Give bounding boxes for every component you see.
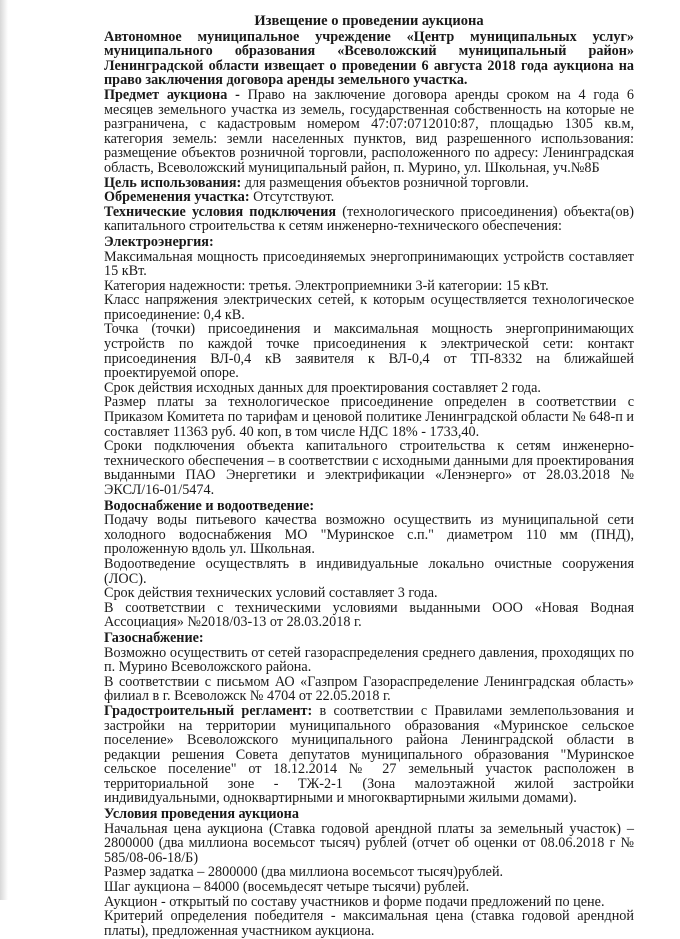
gas-heading: Газоснабжение:: [104, 629, 204, 646]
gas-letter: В соответствии с письмом АО «Газпром Газораспределение Ленинградская область» филиал в г. Всеволожск № 4704 от 22.05.2018 г.: [104, 673, 634, 705]
tech-label: Технические условия подключения: [104, 203, 337, 220]
subject-label: Предмет аукциона -: [104, 86, 240, 103]
electro-heading: Электроэнергия:: [104, 233, 214, 250]
conditions-heading: Условия проведения аукциона: [104, 806, 299, 823]
electro-voltage: Класс напряжения электрических сетей, к которым осуществляется технологическое присоединение: 0,4 кВ.: [104, 292, 634, 323]
intro-paragraph: Автономное муниципальное учреждение «Центр муниципальных услуг» муниципального образования «Всеволожский муниципальный район» Ленинградской области извещает о проведении 6 августа 2018 года аукциона на право заключения договора аренды земельного участка.: [104, 28, 634, 89]
electro-fee: Размер платы за технологическое присоединение определен в соответствии с Приказом Комитета по тарифам и ценовой политике Ленинградской области № 648-п и составляет 11363 руб. 40 коп, в том числе НДС 18% - 1733,40.: [104, 394, 634, 440]
conditions-start-price: Начальная цена аукциона (Ставка годовой арендной платы за земельный участок) – 2800000 (два миллиона восемьсот тысяч) рублей (отчет об оценки от 08.06.2018 г № 585/08-06-18/Б): [104, 820, 634, 866]
electro-validity: Срок действия исходных данных для проектирования составляет 2 года.: [104, 379, 541, 396]
regulation-label: Градостроительный регламент:: [104, 702, 313, 719]
document-title: Извещение о проведении аукциона: [254, 13, 484, 29]
electro-power: Максимальная мощность присоединяемых энергопринимающих устройств составляет 15 кВт.: [104, 248, 634, 280]
electro-reliability: Категория надежности: третья. Электроприемники 3-й категории: 15 кВт.: [104, 277, 549, 294]
water-validity: Срок действия технических условий составляет 3 года.: [104, 585, 438, 602]
subject-paragraph: [104, 88, 634, 176]
electro-terms: Сроки подключения объекта капитального строительства к сетям инженерно-технического обеспечения – в соответствии с исходными данными для проектирования выданными ПАО Энергетики и электрификации «Ленэнерго» от 28.03.2018 № ЭКСЛ/16-01/5474.: [104, 438, 634, 498]
conditions-deposit: Размер задатка – 2800000 (два миллиона восемьсот тысяч)рублей.: [104, 864, 504, 881]
water-supply: Подачу воды питьевого качества возможно осуществить из муниципальной сети холодного водоснабжения МО "Муринское с.п." диаметром 110 мм (ПНД), проложенную вдоль ул. Школьная.: [104, 512, 634, 558]
scan-edge-shadow: [0, 0, 8, 900]
encumbrance-label: Обременения участка:: [104, 189, 250, 206]
gas-possibility: Возможно осуществить от сетей газораспределения среднего давления, проходящих по п. Мурино Всеволожского района.: [104, 644, 634, 676]
conditions-criterion: Критерий определения победителя - максимальная цена (ставка годовой арендной платы), предложенная участником аукциона.: [104, 908, 634, 939]
purpose-paragraph: [104, 176, 634, 191]
water-drainage: Водоотведение осуществлять в индивидуальные локально очистные сооружения (ЛОС).: [104, 555, 634, 587]
purpose-label: Цель использования:: [104, 174, 242, 191]
water-heading: Водоснабжение и водоотведение:: [104, 497, 315, 514]
regulation-text: в соответствии с Правилами землепользования и застройки на территории муниципального образования «Муринское сельское поселение» Всеволожского муниципального района Ленинградской области в редакции решения Совета депутатов муниципального образования "Муринское сельское поселение" от 18.12.2014 № 27 земельный участок расположен в территориальной зоне - ТЖ-2-1 (Зона малоэтажной жилой застройки индивидуальными, одноквартирными и многоквартирными жилыми домами).: [104, 702, 634, 807]
water-conditions-source: В соответствии с техническими условиями выданными ООО «Новая Водная Ассоциация» №2018/03-13 от 28.03.2018 г.: [104, 599, 634, 631]
encumbrance-text: Отсутствуют.: [249, 189, 335, 206]
auction-notice-document: [104, 14, 634, 938]
purpose-text: для размещения объектов розничной торговли.: [241, 174, 529, 191]
electro-connection-point: Точка (точки) присоединения и максимальная мощность энергопринимающих устройств по каждой точке присоединения к электрической сети: контакт присоединения ВЛ-0,4 кВ заявителя к ВЛ-0,4 от ТП-8332 на ближайшей проектируемой опоре.: [104, 321, 634, 382]
encumbrance-paragraph: [104, 190, 634, 205]
tech-paragraph: [104, 205, 634, 234]
tech-text: (технологического присоединения) объекта(ов) капитального строительства к сетям инженерно-технического обеспечения:: [104, 203, 634, 235]
conditions-format: Аукцион - открытый по составу участников и форме подачи предложений по цене.: [104, 893, 605, 910]
regulation-paragraph: [104, 704, 634, 806]
subject-text: Право на заключение договора аренды сроком на 4 года 6 месяцев земельного участка из земель, государственная собственность на которые не разграничена, с кадастровым номером 47:07:0712010:87, площадью 1305 кв.м, категория земель: земли населенных пунктов, вид разрешенного использования: размещение объектов розничной торговли, расположенного по адресу: Ленинградская область, Всеволожский муниципальный район, п. Мурино, ул. Школьная, уч.№8Б: [104, 86, 634, 176]
conditions-step: Шаг аукциона – 84000 (восемьдесят четыре тысячи) рублей.: [104, 879, 470, 896]
